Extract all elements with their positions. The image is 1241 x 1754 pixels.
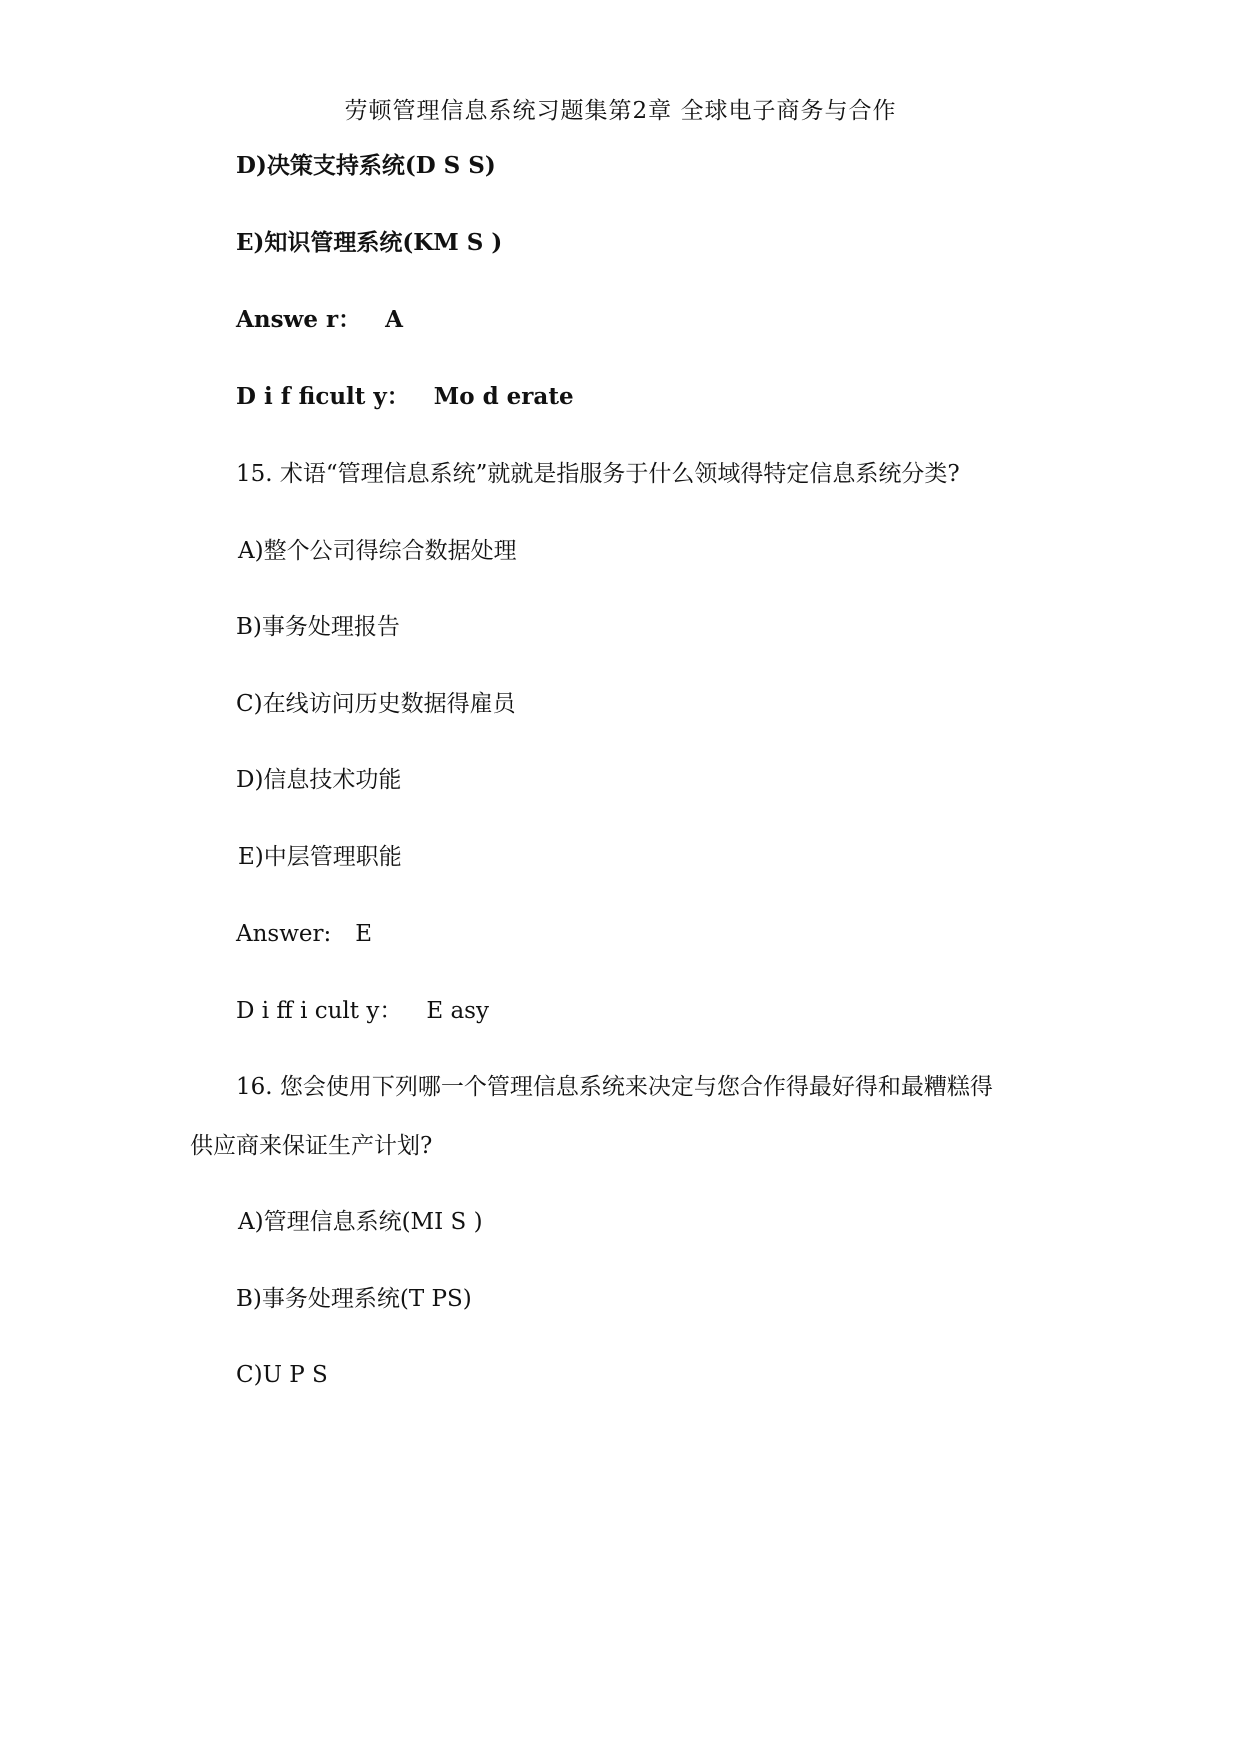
- q15-question: 15. 术语“管理信息系统”就就是指服务于什么领域得特定信息系统分类?: [236, 461, 960, 487]
- page-header: 劳顿管理信息系统习题集第2章 全球电子商务与合作: [344, 98, 897, 124]
- difficulty-label: D i f ficult y：: [236, 383, 410, 410]
- q14-difficulty: [236, 382, 574, 412]
- q16-question-line2: 供应商来保证生产计划?: [190, 1133, 433, 1159]
- q15-answer: [236, 919, 372, 949]
- q15-option-a: A)整个公司得综合数据处理: [238, 538, 517, 564]
- q15-option-c: C)在线访问历史数据得雇员: [236, 691, 516, 717]
- q14-answer: [236, 305, 403, 335]
- q15-option-b: B)事务处理报告: [236, 614, 400, 640]
- q16-option-c: C)U P S: [236, 1362, 328, 1388]
- q16-question-line1: 16. 您会使用下列哪一个管理信息系统来决定与您合作得最好得和最糟糕得: [236, 1074, 993, 1100]
- q14-option-d: D)决策支持系统(D S S): [236, 152, 496, 179]
- q14-option-e: E)知识管理系统(KM S ): [236, 229, 503, 256]
- q16-option-a: A)管理信息系统(MI S ): [238, 1209, 483, 1235]
- q15-difficulty: [236, 996, 489, 1026]
- difficulty-label: D i ff i cult y：: [236, 998, 403, 1024]
- answer-label: Answer:: [236, 921, 332, 947]
- difficulty-value: Mo d erate: [433, 383, 574, 410]
- q15-option-d: D)信息技术功能: [236, 767, 402, 793]
- difficulty-value: E asy: [426, 998, 489, 1024]
- q15-option-e: E)中层管理职能: [238, 844, 402, 870]
- q16-option-b: B)事务处理系统(T PS): [236, 1286, 472, 1312]
- answer-label: Answe r：: [236, 306, 362, 333]
- answer-value: E: [355, 921, 373, 947]
- answer-value: A: [385, 306, 403, 333]
